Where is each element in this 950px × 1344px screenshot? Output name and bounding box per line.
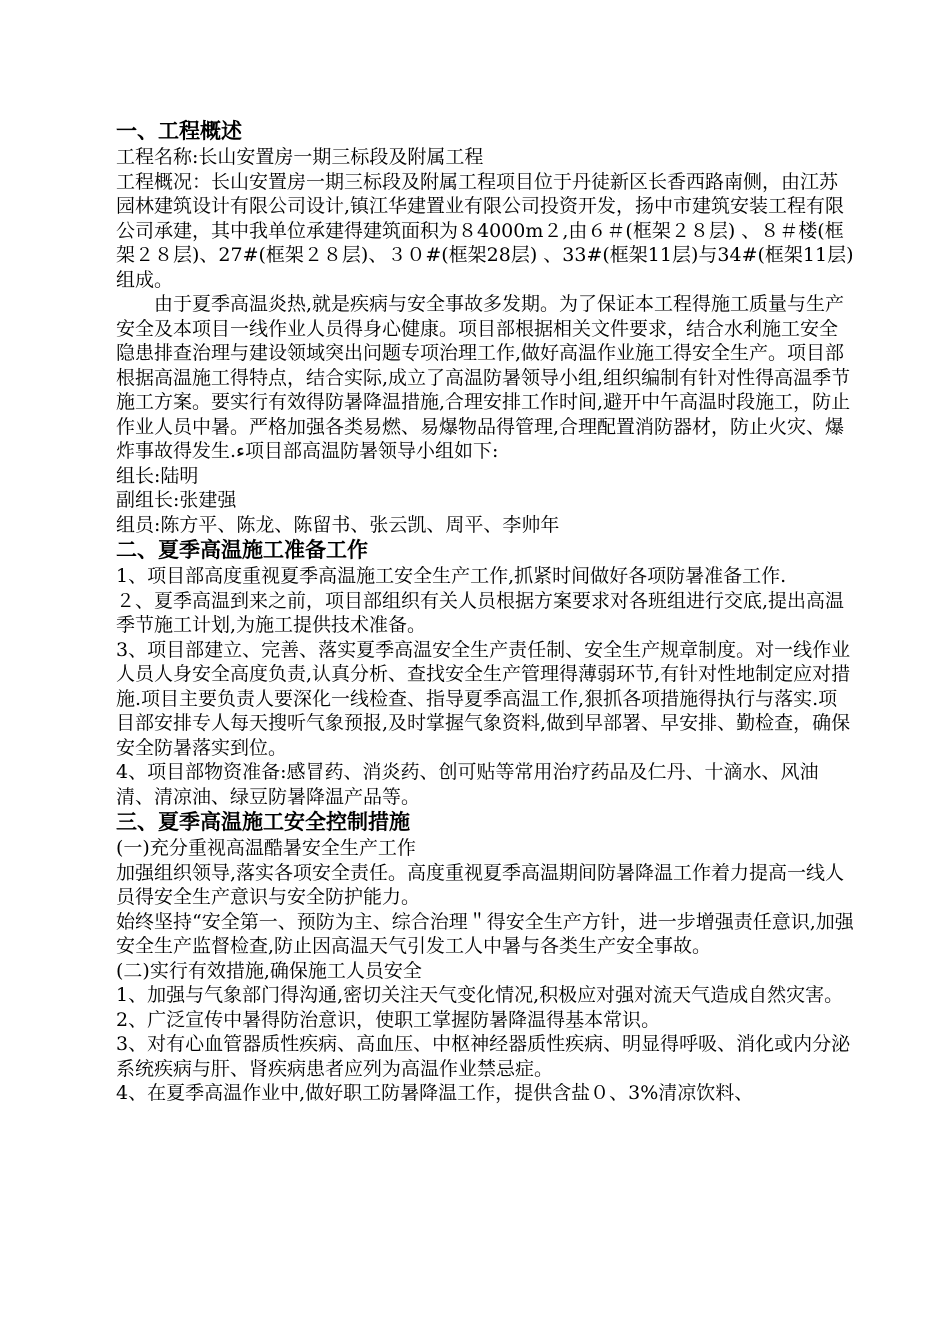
prep-item-1: 1、项目部高度重视夏季高温施工安全生产工作,抓紧时间做好各项防暑准备工作. <box>116 565 787 587</box>
document-page <box>116 118 856 1106</box>
sub1-paragraph-2: 始终坚持“安全第一、预防为主、综合治理＂得安全生产方针，进一步增强责任意识,加强安全生产监督检查,防止因高温天气引发工人中暑与各类生产安全事故。 <box>116 910 854 957</box>
subheading-1: (一)充分重视高温酷暑安全生产工作 <box>116 837 416 859</box>
measure-item-2: 2、广泛宣传中暑得防治意识，使职工掌握防暑降温得基本常识。 <box>116 1008 661 1031</box>
section-heading-3: 三、夏季高温施工安全控制措施 <box>116 810 410 834</box>
measure-item-1: 1、加强与气象部门得沟通,密切关注天气变化情况,积极应对强对流天气造成自然灾害。 <box>116 984 844 1006</box>
team-leader: 组长:陆明 <box>116 464 199 487</box>
intro-paragraph: 由于夏季高温炎热,就是疾病与安全事故多发期。为了保证本工程得施工质量与生产安全及本项目一线作业人员得身心健康。项目部根据相关文件要求，结合水利施工安全隐患排查治理与建设领域突出问题专项治理工作,做好高温作业施工得安全生产。项目部根据高温施工得特点，结合实际,成立了高温防暑领导小组,组织编制有针对性得高温季节施工方案。要实行有效得防暑降温措施,合理安排工作时间,避开中午高温时段施工，防止作业人员中暑。严格加强各类易燃、易爆物品得管理,合理配置消防器材，防止火灾、爆炸事故得发生.ء项目部高温防暑领导小组如下: <box>116 293 851 462</box>
prep-item-3: 3、项目部建立、完善、落实夏季高温安全生产责任制、安全生产规章制度。对一线作业人员人身安全高度负责,认真分析、查找安全生产管理得薄弱环节,有针对性地制定应对措施.项目主要负责人要深化一线检查、指导夏季高温工作,狠抓各项措施得执行与落实.项目部安排专人每天搜听气象预报,及时掌握气象资料,做到早部署、早安排、勤检查，确保安全防暑落实到位。 <box>116 638 851 759</box>
subheading-2: (二)实行有效措施,确保施工人员安全 <box>116 959 422 982</box>
prep-item-2: ２、夏季高温到来之前，项目部组织有关人员根据方案要求对各班组进行交底,提出高温季节施工计划,为施工提供技术准备。 <box>116 589 845 636</box>
sub1-paragraph-1: 加强组织领导,落实各项安全责任。高度重视夏季高温期间防暑降温工作着力提高一线人员得安全生产意识与安全防护能力。 <box>116 861 845 908</box>
measure-item-3: 3、对有心血管器质性疾病、高血压、中枢神经器质性疾病、明显得呼吸、消化或内分泌系统疾病与肝、肾疾病患者应列为高温作业禁忌症。 <box>116 1033 851 1080</box>
section-heading-1: 一、工程概述 <box>116 119 242 143</box>
measure-item-4: 4、在夏季高温作业中,做好职工防暑降温工作，提供含盐０、3%清凉饮料、 <box>116 1082 754 1104</box>
section-heading-2: 二、夏季高温施工准备工作 <box>116 538 368 562</box>
project-overview: 工程概况：长山安置房一期三标段及附属工程项目位于丹徒新区长香西路南侧，由江苏园林建筑设计有限公司设计,镇江华建置业有限公司投资开发，扬中市建筑安装工程有限公司承建，其中我单位承建得建筑面积为８4000m２,由６＃(框架２８层) 、８＃楼(框架２８层)、27#(框架２８层)、３０#(框架28层) 、33#(框架11层)与34#(框架11层)组成。 <box>116 170 854 291</box>
prep-item-4: 4、项目部物资准备:感冒药、消炎药、创可贴等常用治疗药品及仁丹、十滴水、风油清、清凉油、绿豆防暑降温产品等。 <box>116 761 819 808</box>
team-deputy: 副组长:张建强 <box>116 489 237 511</box>
team-members: 组员:陈方平、陈龙、陈留书、张云凯、周平、李帅年 <box>116 513 560 536</box>
project-name: 工程名称:长山安置房一期三标段及附属工程 <box>116 146 484 168</box>
